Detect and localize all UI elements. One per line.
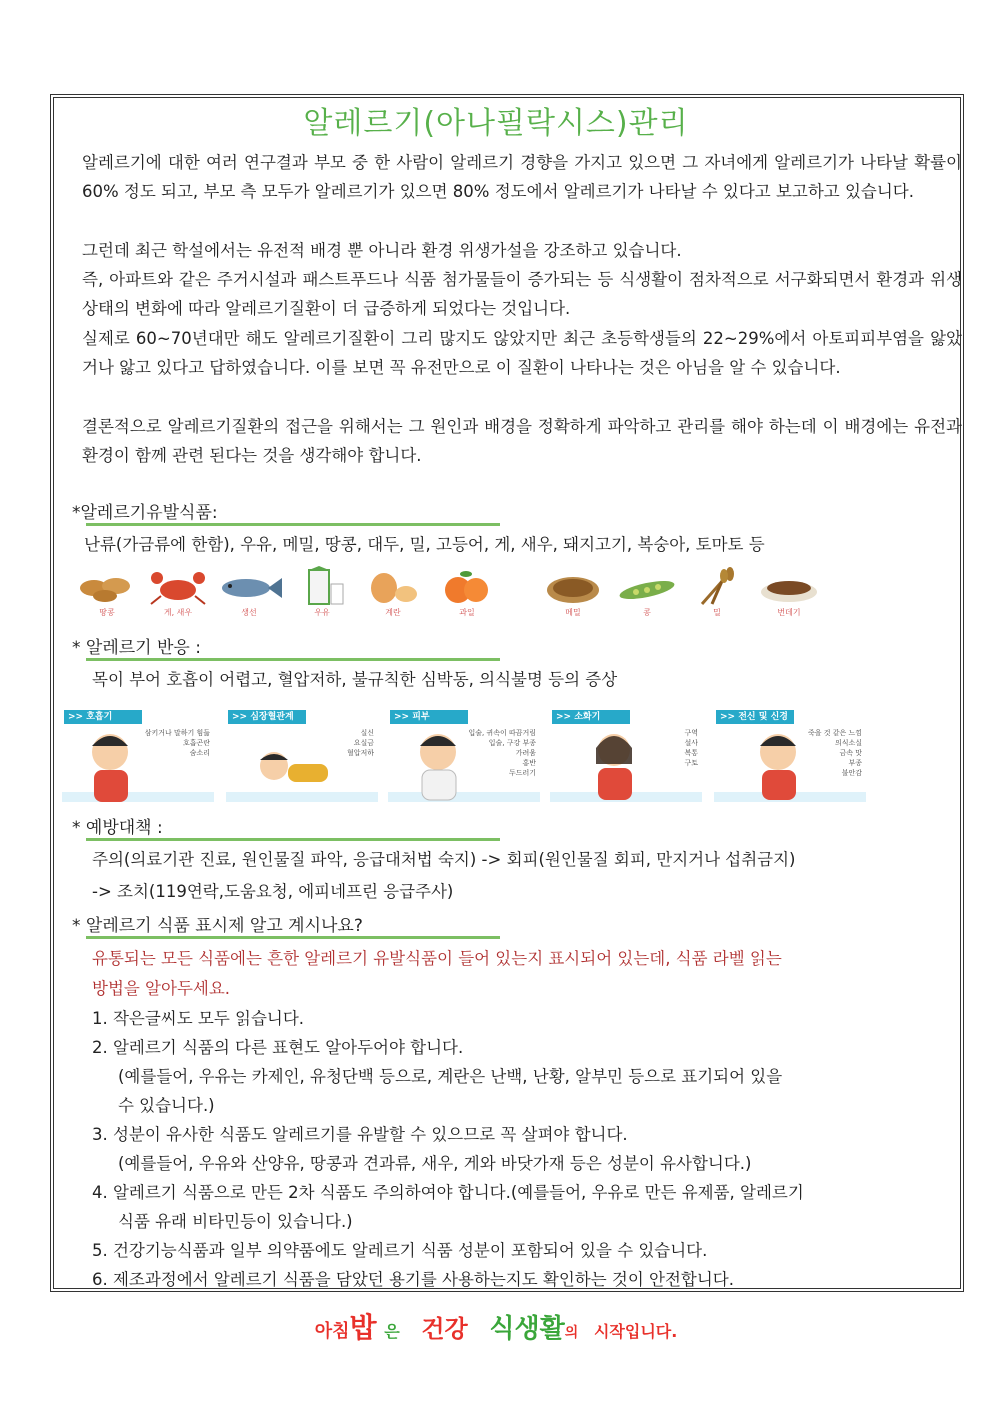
foods-list: 난류(가금류에 한함), 우유, 메밀, 땅콩, 대두, 밀, 고등어, 게, 새우, 돼지고기, 복숭아, 토마토 등 [84, 535, 765, 554]
food-bean [612, 566, 682, 622]
food-milk [287, 566, 357, 622]
reaction-text: 목이 부어 호흡이 어렵고, 혈압저하, 불규칙한 심박동, 의식불명 등의 증상 [92, 670, 618, 689]
food-caption: 과일 [459, 608, 475, 617]
food-buckwheat [538, 566, 608, 622]
symptom: 삼키거나 말하기 힘듦 [144, 729, 210, 737]
prevention-underline [86, 838, 500, 841]
fish-icon [214, 566, 284, 606]
egg-icon [358, 566, 428, 606]
symptom: 숨소리 [189, 749, 210, 757]
slogan-part: 아침 [314, 1321, 350, 1342]
person-anxious-icon [744, 724, 814, 802]
symptom: 입술, 구강 부종 [488, 739, 536, 747]
panel-label: >> 소화기 [552, 710, 630, 724]
symptom-panel-respiratory [62, 710, 214, 802]
intro-paragraph-1: 알레르기에 대한 여러 연구결과 부모 중 한 사람이 알레르기 경향을 가지고 있으면 그 자녀에게 알레르기가 나타날 확률이 60% 정도 되고, 부모 측 모두가 알레르기가 있으면 80% 정도에서 알레르기가 나타날 수 있다고 보고하고 있습니다. [82, 153, 962, 202]
symptom: 호흡곤란 [182, 739, 210, 747]
food-peanut [72, 566, 142, 622]
food-fish [214, 566, 284, 622]
slogan-part: 밥 [349, 1311, 377, 1344]
food-caption: 생선 [241, 608, 257, 617]
symptom: 가려움 [515, 749, 536, 757]
symptom: 복통 [684, 749, 698, 757]
panel-label: >> 전신 및 신경 [716, 710, 794, 724]
food-caption: 게, 새우 [163, 608, 193, 617]
symptom: 홍반 [522, 759, 536, 767]
labeling-item-2-note-cont: 수 있습니다.) [118, 1096, 215, 1115]
footer-slogan [0, 1306, 992, 1346]
panel-symptoms [684, 728, 698, 768]
slogan-part: 시작입니다. [593, 1322, 678, 1341]
peanut-icon [72, 566, 142, 606]
person-stomachache-icon [580, 724, 650, 802]
intro-paragraph-2: 그런데 최근 학설에서는 유전적 배경 뿐 아니라 환경 위생가설을 강조하고 있습니다. [82, 241, 682, 260]
labeling-item-4: 4. 알레르기 식품으로 만든 2차 식품도 주의하여야 합니다.(예를들어, 우유로 만든 유제품, 알레르기 [92, 1183, 804, 1202]
symptom: 의식소실 [834, 739, 862, 747]
panel-symptoms [145, 728, 210, 758]
labeling-item-2-note: (예를들어, 우유는 카제인, 유청단백 등으로, 계란은 난백, 난황, 알부민 등으로 표기되어 있을 [118, 1067, 783, 1086]
intro-paragraph-3: 즉, 아파트와 같은 주거시설과 패스트푸드나 식품 첨가물들이 증가되는 등 식생활이 점차적으로 서구화되면서 환경과 위생상태의 변화에 따라 알레르기질환이 더 급증하게 되었다는 것입니다. [82, 270, 962, 319]
slogan-part: 건강 [421, 1315, 468, 1343]
food-silkworm [754, 566, 824, 622]
symptom: 구역 [684, 729, 698, 737]
panel-symptoms [347, 728, 374, 758]
food-caption: 번데기 [777, 608, 801, 617]
symptom: 죽을 것 같은 느낌 [807, 729, 862, 737]
symptom-panel-systemic [714, 710, 866, 802]
symptom-panel-cardiovascular [226, 710, 378, 802]
food-crab-shrimp [143, 566, 213, 622]
intro-paragraph-5: 결론적으로 알레르기질환의 접근을 위해서는 그 원인과 배경을 정확하게 파악하고 관리를 해야 하는데 이 배경에는 유전과 환경이 함께 관련 된다는 것을 생각해야 합니다. [82, 417, 962, 466]
foods-heading: *알레르기유발식품: [72, 503, 218, 523]
labeling-warning-1: 유통되는 모든 식품에는 흔한 알레르기 유발식품이 들어 있는지 표시되어 있는데, 식품 라벨 읽는 [92, 949, 782, 968]
prevention-line-2: -> 조치(119연락,도움요청, 에피네프린 응급주사) [92, 882, 454, 901]
labeling-item-2: 2. 알레르기 식품의 다른 표현도 알아두어야 합니다. [92, 1038, 464, 1057]
labeling-warning-2: 방법을 알아두세요. [92, 979, 231, 998]
prevention-line-1: 주의(의료기관 진료, 원인물질 파악, 응급대처법 숙지) -> 회피(원인물질 회피, 만지거나 섭취금지) [92, 850, 796, 869]
peach-icon [432, 566, 502, 606]
slogan-part: 의 [564, 1325, 579, 1341]
food-caption: 콩 [643, 608, 651, 617]
panel-label: >> 심장혈관계 [228, 710, 306, 724]
intro-paragraph-4: 실제로 60~70년대만 해도 알레르기질환이 그리 많지도 않았지만 최근 초등학생들의 22~29%에서 아토피피부염을 앓았거나 앓고 있다고 답하였습니다. 이를 보면 꼭 유전만으로 이 질환이 나타나는 것은 아님을 알 수 있습니다. [82, 329, 962, 378]
reaction-underline [86, 658, 500, 661]
symptom: 실신 [360, 729, 374, 737]
symptom: 두드러기 [508, 769, 536, 777]
symptom-panel-skin [388, 710, 540, 802]
labeling-item-1: 1. 작은글씨도 모두 읽습니다. [92, 1009, 305, 1028]
milk-icon [287, 566, 357, 606]
labeling-underline [86, 936, 500, 939]
symptom: 불안감 [841, 769, 862, 777]
labeling-item-5: 5. 건강기능식품과 일부 의약품에도 알레르기 식품 성분이 포함되어 있을 수 있습니다. [92, 1241, 708, 1260]
food-caption: 메밀 [565, 608, 581, 617]
person-itching-icon [404, 724, 474, 802]
slogan-part: 은 [384, 1322, 400, 1341]
slogan-part: 식생활 [489, 1314, 565, 1344]
panel-symptoms [468, 728, 536, 778]
panel-symptoms [808, 728, 862, 778]
symptom: 입술, 귀속이 따끔거림 [468, 729, 536, 737]
labeling-heading: * 알레르기 식품 표시제 알고 계시나요? [72, 916, 363, 936]
prevention-heading: * 예방대책 : [72, 818, 163, 838]
labeling-item-3-note: (예를들어, 우유와 산양유, 땅콩과 견과류, 새우, 게와 바닷가재 등은 성분이 유사합니다.) [118, 1154, 752, 1173]
labeling-item-3: 3. 성분이 유사한 식품도 알레르기를 유발할 수 있으므로 꼭 살펴야 합니다. [92, 1125, 628, 1144]
food-caption: 밀 [713, 608, 721, 617]
crab-icon [143, 566, 213, 606]
bean-icon [612, 566, 682, 606]
symptom: 혈압저하 [346, 749, 374, 757]
panel-label: >> 피부 [390, 710, 468, 724]
buckwheat-icon [538, 566, 608, 606]
symptom: 부종 [848, 759, 862, 767]
panel-label: >> 호흡기 [64, 710, 142, 724]
food-caption: 계란 [385, 608, 401, 617]
food-wheat [682, 566, 752, 622]
labeling-item-6: 6. 제조과정에서 알레르기 식품을 담았던 용기를 사용하는지도 확인하는 것이 안전합니다. [92, 1270, 734, 1289]
labeling-item-4-note: 식품 유래 비타민등이 있습니다.) [118, 1212, 353, 1231]
food-fruit [432, 566, 502, 622]
food-egg [358, 566, 428, 622]
symptom-panel-digestive [550, 710, 702, 802]
symptom: 요실금 [353, 739, 374, 747]
symptom: 설사 [684, 739, 698, 747]
reaction-heading: * 알레르기 반응 : [72, 638, 201, 658]
person-fainting-icon [234, 740, 334, 800]
page-title: 알레르기(아나필락시스)관리 [303, 106, 689, 141]
wheat-icon [682, 566, 752, 606]
symptom: 구토 [684, 759, 698, 767]
food-caption: 땅콩 [99, 608, 115, 617]
foods-underline [86, 523, 500, 526]
symptom: 금속 맛 [839, 749, 862, 757]
person-cough-icon [76, 726, 146, 804]
food-caption: 우유 [314, 608, 330, 617]
silkworm-icon [754, 566, 824, 606]
